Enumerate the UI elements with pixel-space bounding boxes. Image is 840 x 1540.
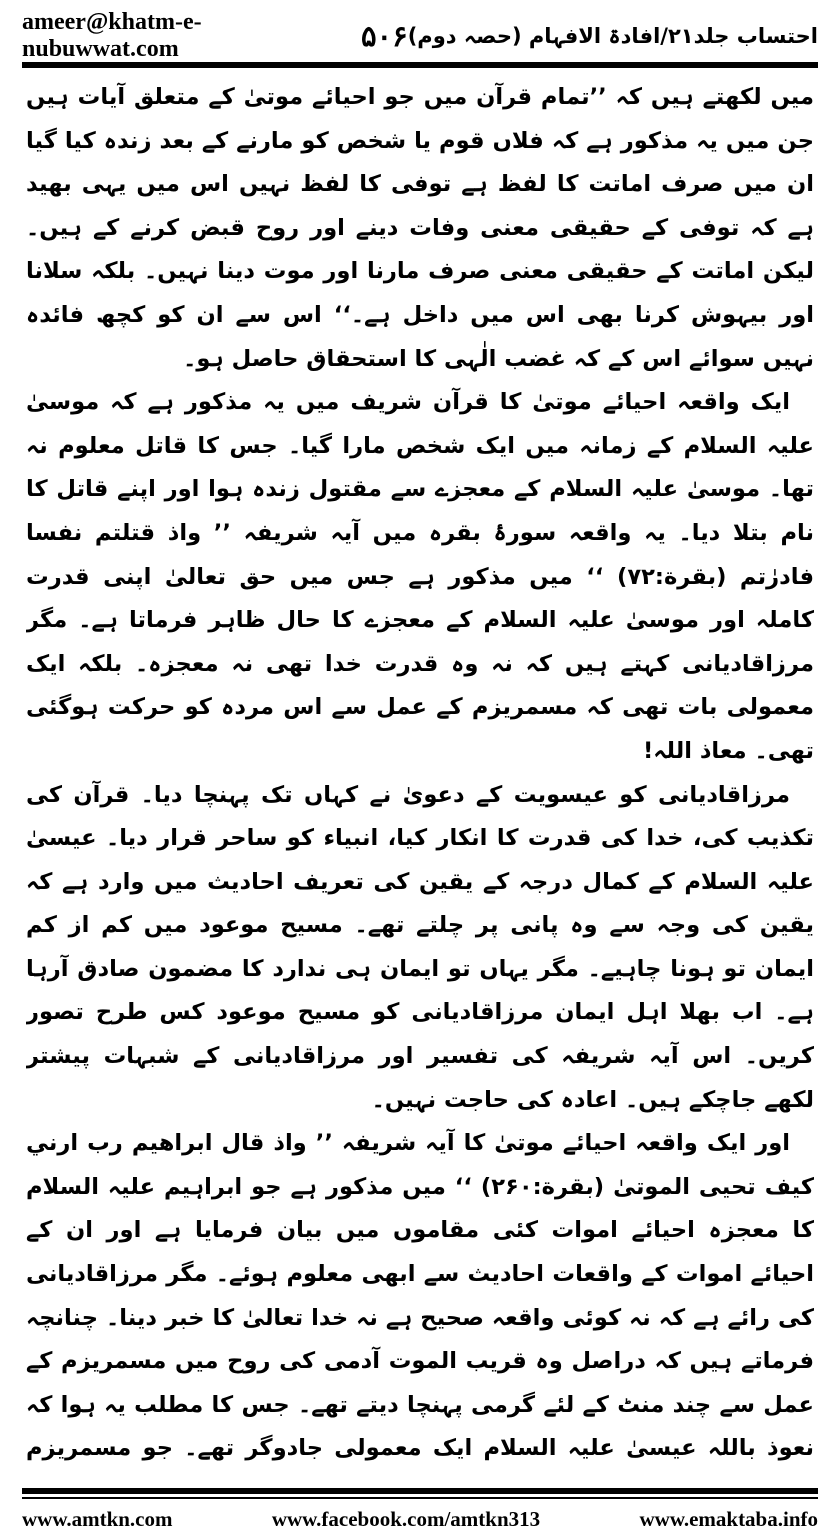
footer-rule-thick [22, 1488, 818, 1494]
header-left [22, 9, 408, 63]
paragraph: مرزاقادیانی کو عیسویت کے دعویٰ نے کہاں تک پہنچا دیا۔ قرآن کی تکذیب کی، خدا کی قدرت کا انکار کیا، انبیاء کو ساحر قرار دیا۔ عیسیٰ علیہ السلام کے کمال درجہ کے یقین کی تعریف احادیث میں وارد ہے کہ یقین کی وجہ سے وہ پانی پر چلتے تھے۔ مسیح موعود میں کم از کم ایمان تو ہونا چاہیے۔ مگر یہاں تو ایمان ہی ندارد کا مضمون صادق آرہا ہے۔ اب بھلا اہل ایمان مرزاقادیانی کو مسیح موعود کس طرح تصور کریں۔ اس آیہ شریفہ کی تفسیر اور مرزاقادیانی کے شبہات پیشتر لکھے جاچکے ہیں۔ اعادہ کی حاجت نہیں۔ [26, 781, 814, 1113]
header-rule [22, 62, 818, 68]
paragraph: اور ایک واقعہ احیائے موتیٰ کا آیہ شریفہ ’’ واذ قال ابراهيم رب ارني كيف تحيى الموتىٰ (بقرة:۲۶۰) ‘‘ میں مذکور ہے جو ابراہیم علیہ السلام کا معجزہ احیائے اموات کئی مقاموں میں بیان فرمایا ہے اور ان کے احیائے اموات کے واقعات احادیث سے ابھی معلوم ہوئے۔ مگر مرزاقادیانی کی رائے ہے کہ نہ کوئی واقعہ صحیح ہے نہ خدا تعالیٰ کا خبر دینا۔ چنانچہ فرماتے ہیں کہ دراصل وہ قریب الموت آدمی کی روح میں مسمریزم کے عمل سے چند منٹ کے لئے گرمی پہنچا دیتے تھے۔ جس کا مطلب یہ ہوا کہ نعوذ باللہ عیسیٰ علیہ السلام ایک معمولی جادوگر تھے۔ جو مسمریزم [26, 1130, 814, 1462]
page-number: ۵۰۶ [360, 19, 408, 53]
page-body [26, 76, 814, 1464]
email-address: ameer@khatm-e-nubuwwat.com [22, 9, 202, 62]
footer-rule-thin [22, 1497, 818, 1499]
footer-link-emaktaba[interactable]: www.emaktaba.info [639, 1506, 818, 1531]
paragraph: ایک واقعہ احیائے موتیٰ کا قرآن شریف میں یہ مذکور ہے کہ موسیٰ علیہ السلام کے زمانہ میں ایک شخص مارا گیا۔ جس کا قاتل معلوم نہ تھا۔ موسیٰ علیہ السلام کے معجزے سے مقتول زندہ ہوا اور اپنے قاتل کا نام بتلا دیا۔ یہ واقعہ سورۂ بقرہ میں آیہ شریفہ ’’ واذ قتلتم نفسا فادرٰتم (بقرة:۷۲) ‘‘ میں مذکور ہے جس میں حق تعالیٰ اپنی قدرت کاملہ اور موسیٰ علیہ السلام کے معجزے کا حال ظاہر فرماتا ہے۔ مگر مرزاقادیانی کہتے ہیں کہ نہ وہ قدرت خدا تھی نہ معجزہ۔ بلکہ ایک معمولی بات تھی کہ مسمریزم کے عمل سے اس مردہ کو حرکت ہوگئی تھی۔ معاذ اللہ! [26, 389, 814, 764]
footer-link-facebook[interactable]: www.facebook.com/amtkn313 [271, 1506, 541, 1531]
book-title: احتساب جلد۲۱/افادۃ الافہام (حصہ دوم) [407, 24, 818, 48]
page-header [22, 9, 818, 62]
footer-link-amtkn[interactable]: www.amtkn.com [22, 1506, 173, 1531]
page-footer [22, 1504, 818, 1534]
paragraph: میں لکھتے ہیں کہ ’’تمام قرآن میں جو احیائے موتیٰ کے متعلق آیات ہیں جن میں یہ مذکور ہے کہ فلاں قوم یا شخص کو مارنے کے بعد زندہ کیا گیا ان میں صرف اماتت کا لفظ ہے توفی کا لفظ نہیں اس میں یہی بھید ہے کہ توفی کے حقیقی معنی وفات دینے اور روح قبض کرنے کے ہیں۔ لیکن اماتت کے حقیقی معنی صرف مارنا اور موت دینا نہیں۔ بلکہ سلانا اور بیہوش کرنا بھی اس میں داخل ہے۔‘‘ اس سے ان کو کچھ فائدہ نہیں سوائے اس کے کہ غضب الٰہی کا استحقاق حاصل ہو۔ [26, 84, 814, 372]
